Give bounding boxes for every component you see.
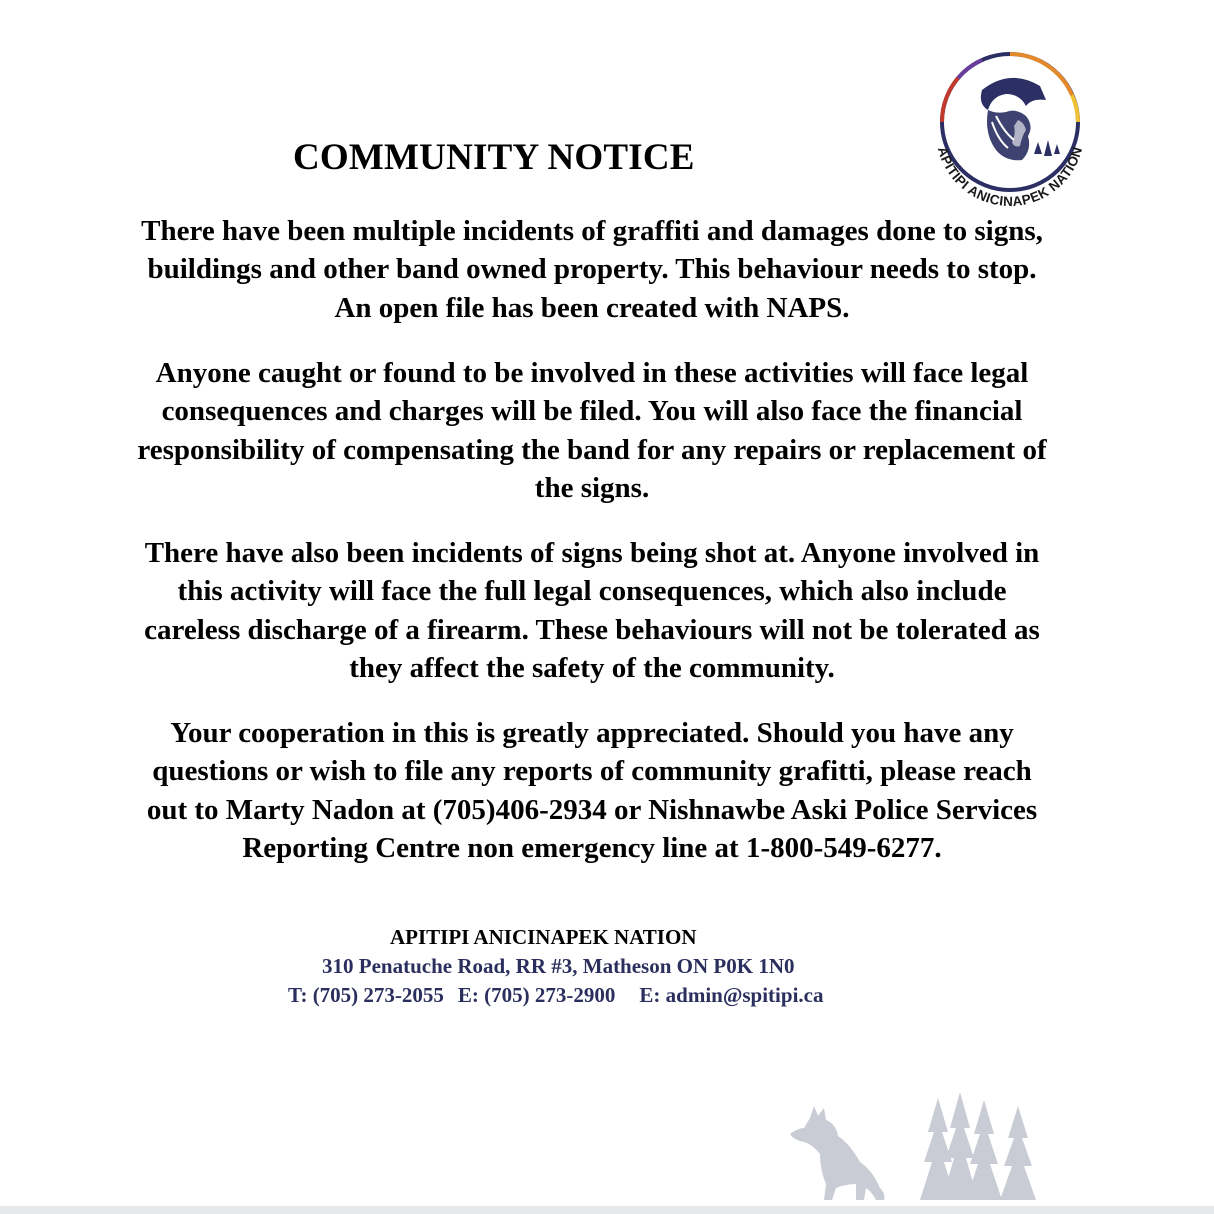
paragraph-contact bbox=[80, 714, 1104, 867]
footer-phone: T: (705) 273-2055 bbox=[288, 983, 444, 1007]
paragraph-line: Your cooperation in this is greatly appreciated. Should you have any bbox=[170, 717, 1014, 749]
paragraph-line: careless discharge of a firearm. These behaviours will not be tolerated as bbox=[144, 613, 1040, 646]
wolf-and-trees-decoration bbox=[780, 1088, 1050, 1208]
paragraph-line: the signs. bbox=[534, 471, 650, 504]
paragraph-line: There have been multiple incidents of graffiti and damages done to signs, bbox=[141, 215, 1043, 247]
footer-org-name: APITIPI ANICINAPEK NATION bbox=[390, 925, 697, 949]
paragraph-line: Reporting Centre non emergency line at 1-800-549-6277. bbox=[242, 831, 942, 864]
footer-email[interactable]: E: admin@spitipi.ca bbox=[639, 983, 824, 1007]
paragraph-line: they affect the safety of the community. bbox=[349, 651, 835, 684]
logo-text: APITIPI ANICINAPEK NATION bbox=[934, 144, 1086, 210]
bottom-bar bbox=[0, 1206, 1214, 1214]
paragraph-graffiti bbox=[80, 212, 1104, 327]
paragraph-line: out to Marty Nadon at (705)406-2934 or Nishnawbe Aski Police Services bbox=[146, 793, 1038, 826]
paragraph-firearm bbox=[80, 534, 1104, 687]
paragraph-line: buildings and other band owned property. This behaviour needs to stop. bbox=[147, 253, 1037, 286]
wolf-icon bbox=[790, 1106, 885, 1200]
paragraph-line: An open file has been created with NAPS. bbox=[334, 291, 850, 324]
paragraph-line: responsibility of compensating the band for any repairs or replacement of bbox=[137, 433, 1047, 466]
footer-address: 310 Penatuche Road, RR #3, Matheson ON P0K 1N0 bbox=[322, 954, 795, 978]
footer-fax: E: (705) 273-2900 bbox=[457, 983, 616, 1007]
paragraph-line: questions or wish to file any reports of community grafitti, please reach bbox=[152, 755, 1032, 788]
paragraph-line: consequences and charges will be filed. You will also face the financial bbox=[161, 395, 1023, 428]
paragraph-line: this activity will face the full legal consequences, which also include bbox=[177, 575, 1007, 608]
paragraph-line: Anyone caught or found to be involved in these activities will face legal bbox=[155, 357, 1029, 389]
page-title: COMMUNITY NOTICE bbox=[293, 137, 695, 178]
nation-logo bbox=[922, 50, 1098, 210]
tree-icon bbox=[1000, 1106, 1036, 1200]
paragraph-consequences bbox=[80, 354, 1104, 507]
footer-contact bbox=[288, 983, 823, 1008]
paragraph-line: There have also been incidents of signs being shot at. Anyone involved in bbox=[144, 537, 1040, 569]
tree-icon bbox=[966, 1100, 1002, 1200]
